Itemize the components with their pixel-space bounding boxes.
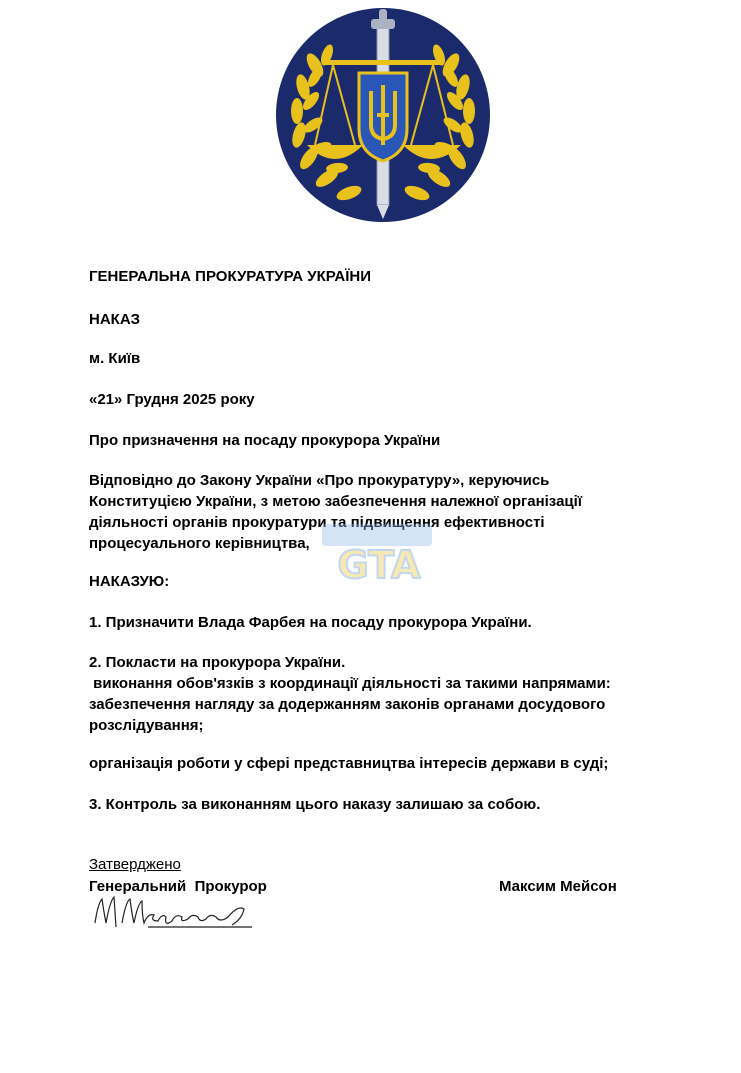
preamble-line: процесуального керівництва,	[89, 535, 310, 552]
order-heading: НАКАЗУЮ:	[89, 573, 170, 590]
order-item-2-line: організація роботи у сфері представництва інтересів держави в суді;	[89, 755, 609, 772]
order-item-3: 3. Контроль за виконанням цього наказу залишаю за собою.	[89, 796, 541, 813]
signer-name: Максим Мейсон	[499, 878, 617, 895]
approved-label: Затверджено	[89, 856, 181, 873]
organization-title: ГЕНЕРАЛЬНА ПРОКУРАТУРА УКРАЇНИ	[89, 268, 372, 285]
signer-position: Генеральний Прокурор	[89, 878, 267, 895]
order-item-2-line: виконання обов'язків з координації діяльності за такими напрямами:	[89, 675, 611, 692]
order-item-1: 1. Призначити Влада Фарбея на посаду прокурора України.	[89, 614, 532, 631]
document-type: НАКАЗ	[89, 311, 141, 328]
order-item-2-line: розслідування;	[89, 717, 204, 734]
gta-watermark-logo	[312, 522, 447, 587]
prosecutor-emblem-icon	[275, 5, 491, 225]
document-date: «21» Грудня 2025 року	[89, 391, 255, 408]
order-item-2-line: забезпечення нагляду за додержанням законів органами досудового	[89, 696, 606, 713]
preamble-line: діяльності органів прокуратури та підвищення ефективності	[89, 514, 545, 531]
document-subject: Про призначення на посаду прокурора України	[89, 432, 441, 449]
order-item-2-title: 2. Покласти на прокурора України.	[89, 654, 346, 671]
city: м. Київ	[89, 350, 141, 367]
watermark-text: GTA	[337, 543, 421, 587]
preamble-line: Конституцією України, з метою забезпечення належної організації	[89, 493, 583, 510]
preamble-line: Відповідно до Закону України «Про прокуратуру», керуючись	[89, 472, 550, 489]
handwritten-signature	[92, 893, 257, 935]
